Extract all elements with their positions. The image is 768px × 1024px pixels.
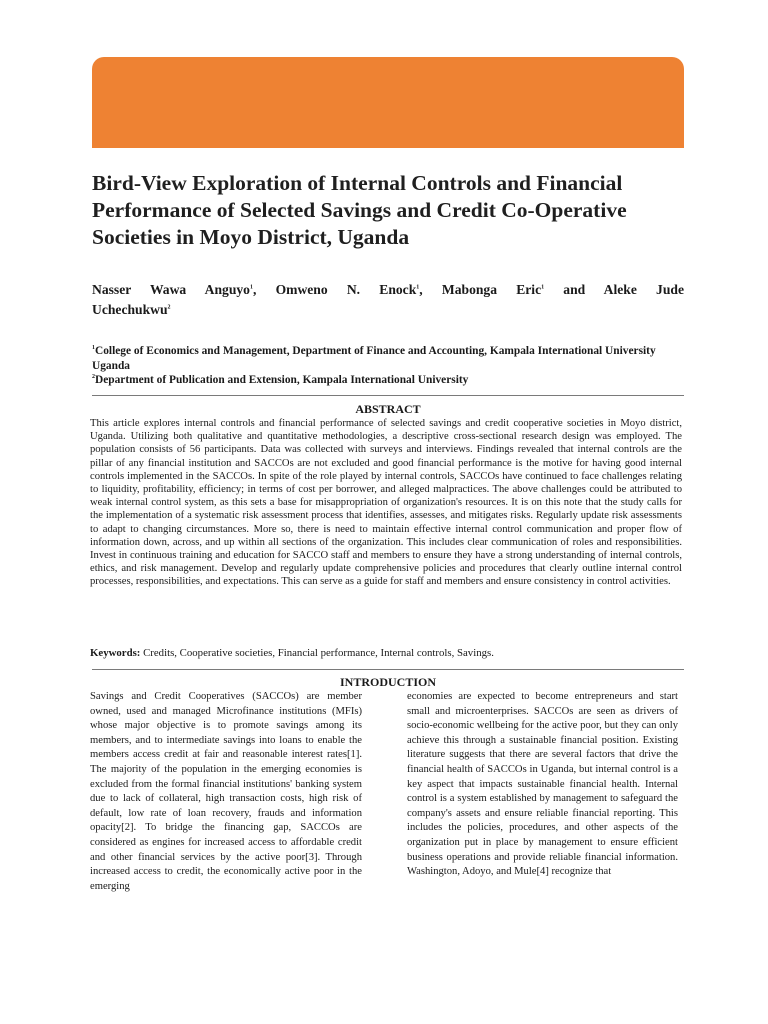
introduction-heading: INTRODUCTION: [339, 675, 436, 689]
author-affiliation-mark: 1: [249, 284, 253, 291]
affiliation-2: [92, 373, 684, 388]
affiliation-1: [92, 344, 684, 374]
author-name: Aleke Jude: [603, 282, 685, 297]
author-name: Uchechukwu: [92, 302, 168, 317]
keywords-list: Credits, Cooperative societies, Financial performance, Internal controls, Savings.: [143, 647, 494, 659]
paper-title: Bird-View Exploration of Internal Controls and Financial Performance of Selected Savings and Credit Co-Operative Societies in Moyo District, Uganda: [92, 171, 627, 249]
author-list: Nasser Wawa Anguyo$^1$, Omweno N. Enock$^1$, Mabonga Eric$^1$ and Aleke Jude: [92, 282, 685, 297]
author-name: Omweno N. Enock: [275, 282, 417, 297]
section-divider: [92, 669, 684, 670]
author-affiliation-mark: 1: [541, 284, 545, 291]
affiliation-text: Department of Publication and Extension, Kampala International University: [95, 374, 469, 386]
author-list-continued: [92, 300, 684, 319]
introduction-right-column: economies are expected to become entrepreneurs and start small and microenterprises. SACCOs are seen as drivers of socio-economic wellbeing for the active poor, but they can only achieve this through a sustainable financial position. Existing literature suggests that there are several factors that drive the financial health of SACCOs in Uganda, but internal control is a key aspect that impacts sustainable financial health. Internal control is a system established by management to safeguard the company's assets and ensure reliable financial reporting. This includes the policies, procedures, and other aspects of the organization put in place by management to ensure efficient business operations and provide reliable financial information. Washington, Adoyo, and Mule[4] recognize that: [407, 691, 678, 878]
journal-header-banner: [92, 57, 684, 148]
author-name: Mabonga Eric: [441, 282, 542, 297]
abstract-body: This article explores internal controls and financial performance of selected savings and credit cooperative societies in Moyo district, Uganda. Utilizing both qualitative and quantitative methodologies, a descriptive cross-sectional research design was employed. The population consists of 56 participants. Data was collected with surveys and interviews. Findings revealed that internal controls are the pillar of any financial institution and SACCOs are not excluded and good financial performance is the motive for having good internal controls implemented in the SACCOs. In spite of the role played by internal controls, SACCOs have continued to face challenges relating to liquidity, profitability, efficiency; in terms of cost per borrower, and alleged malpractices. The above challenges could be attributed to weak internal control system, as this sets a base for misappropriation of organization's resources. It is on this note that the study calls for the implementation of a systematic risk assessment process that identifies, assesses, and mitigates risks. Regularly update risk assessments to adapt to changing circumstances. More so, there is need to maintain effective internal control communication and proper flow of information down, across, and up within all sections of the organization. This includes clear communication of roles and responsibilities. Invest in continuous training and education for SACCO staff and members to ensure they have a strong understanding of internal controls, ethics, and risk management. Develop and regularly update comprehensive policies and procedures that clearly outline internal control processes, responsibilities, and expectations. This can serve as a guide for staff and members and ensure consistency in control activities.: [90, 418, 682, 588]
author-conjunction: and: [563, 282, 586, 297]
keywords: [90, 647, 682, 660]
affiliation-mark: 1: [92, 345, 95, 352]
author-name: Nasser Wawa Anguyo: [92, 282, 250, 297]
author-affiliation-mark: 2: [167, 304, 171, 311]
affiliation-text: College of Economics and Management, Department of Finance and Accounting, Kampala International University Uganda: [92, 345, 656, 372]
author-affiliation-mark: 1: [416, 284, 420, 291]
affiliation-mark: 2: [92, 374, 95, 381]
introduction-left-column: Savings and Credit Cooperatives (SACCOs) are member owned, used and managed Microfinance institutions (MFIs) whose major objective is to promote savings among its members, and to intermediate savings into loans to enable the members access credit at fair and reasonable interest rates[1]. The majority of the population in the emerging economies is excluded from the formal financial institutions' banking system due to lack of collateral, high transaction costs, high risk of default, low rate of loan recovery, frauds and information opacity[2]. To bridge the financing gap, SACCOs are considered as engines for increased access to affordable credit and other financial services by the active poor[3]. Through increased access to credit, the economically active poor in the emerging: [90, 691, 362, 892]
section-divider: [92, 395, 684, 396]
abstract-heading: ABSTRACT: [355, 402, 421, 416]
keywords-label: Keywords:: [90, 647, 141, 659]
